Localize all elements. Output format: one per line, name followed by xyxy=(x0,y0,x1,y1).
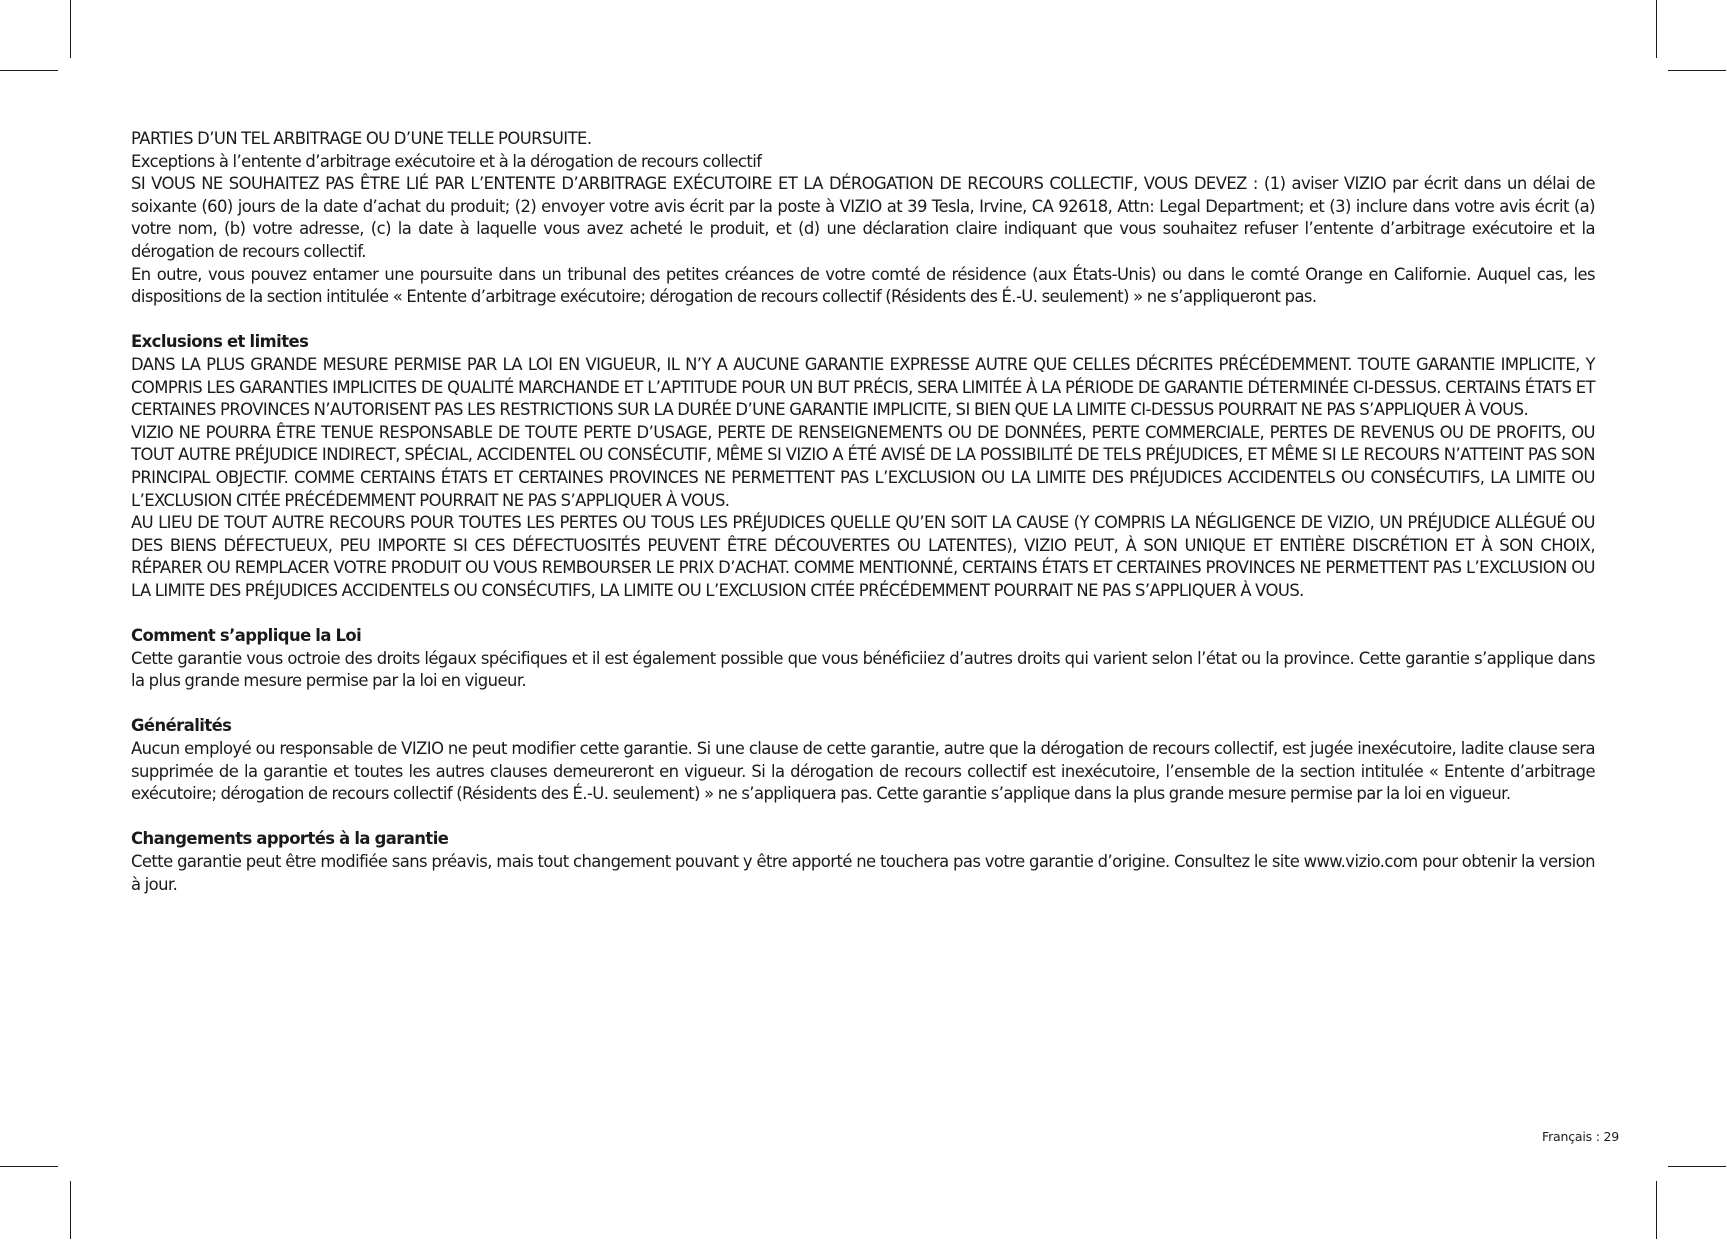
opt-out-paragraph: SI VOUS NE SOUHAITEZ PAS ÊTRE LIÉ PAR L’ENTENTE D’ARBITRAGE EXÉCUTOIRE ET LA DÉROGATION DE RECOURS COLLECTIF, VOUS DEVEZ : (1) aviser VIZIO par écrit dans un délai de soixante (60) jours de la date d’achat du produit; (2) envoyer votre avis écrit par la poste à VIZIO at 39 Tesla, Irvine, CA 92618, Attn: Legal Department; et (3) inclure dans votre avis écrit (a) votre nom, (b) votre adresse, (c) la date à laquelle vous avez acheté le produit, et (d) une déclaration claire indiquant que vous souhaitez refuser l’entente d’arbitrage exécutoire et la dérogation de recours collectif. xyxy=(131,174,1595,261)
crop-mark-top-right-vertical xyxy=(1656,0,1657,58)
crop-mark-top-left-vertical xyxy=(70,0,71,58)
changes-paragraph: Cette garantie peut être modifiée sans préavis, mais tout changement pouvant y être apporté ne touchera pas votre garantie d’origine. Consultez le site www.vizio.com pour obtenir la version à jour. xyxy=(131,852,1595,894)
exclusions-paragraph: AU LIEU DE TOUT AUTRE RECOURS POUR TOUTES LES PERTES OU TOUS LES PRÉJUDICES QUELLE QU’EN SOIT LA CAUSE (Y COMPRIS LA NÉGLIGENCE DE VIZIO, UN PRÉJUDICE ALLÉGUÉ OU DES BIENS DÉFECTUEUX, PEU IMPORTE SI CES DÉFECTUOSITÉS PEUVENT ÊTRE DÉCOUVERTES OU LATENTES), VIZIO PEUT, À SON UNIQUE ET ENTIÈRE DISCRÉTION ET À SON CHOIX, RÉPARER OU REMPLACER VOTRE PRODUIT OU VOUS REMBOURSER LE PRIX D’ACHAT. COMME MENTIONNÉ, CERTAINS ÉTATS ET CERTAINES PROVINCES NE PERMETTENT PAS L’EXCLUSION OU LA LIMITE DES PRÉJUDICES ACCIDENTELS OU CONSÉCUTIFS, LA LIMITE OU L’EXCLUSION CITÉE PRÉCÉDEMMENT POURRAIT NE PAS S’APPLIQUER À VOUS. xyxy=(131,513,1595,600)
intro-subtitle: Exceptions à l’entente d’arbitrage exécutoire et à la dérogation de recours collectif xyxy=(131,151,762,171)
crop-mark-top-left-horizontal xyxy=(0,70,58,71)
section-heading-exclusions: Exclusions et limites xyxy=(131,332,309,352)
crop-mark-bottom-left-horizontal xyxy=(0,1166,58,1167)
document-body xyxy=(131,128,1595,896)
crop-mark-bottom-left-vertical xyxy=(70,1181,71,1239)
section-heading-changes: Changements apportés à la garantie xyxy=(131,829,449,849)
page-number: Français : 29 xyxy=(1542,1129,1619,1144)
small-claims-paragraph: En outre, vous pouvez entamer une poursuite dans un tribunal des petites créances de votre comté de résidence (aux États-Unis) ou dans le comté Orange en Californie. Auquel cas, les dispositions de la section intitulée « Entente d’arbitrage exécutoire; dérogation de recours collectif (Résidents des É.-U. seulement) » ne s’appliqueront pas. xyxy=(131,264,1595,307)
crop-mark-bottom-right-horizontal xyxy=(1668,1166,1726,1167)
crop-mark-bottom-right-vertical xyxy=(1656,1181,1657,1239)
crop-mark-top-right-horizontal xyxy=(1668,70,1726,71)
exclusions-paragraph: VIZIO NE POURRA ÊTRE TENUE RESPONSABLE DE TOUTE PERTE D’USAGE, PERTE DE RENSEIGNEMENTS OU DE DONNÉES, PERTE COMMERCIALE, PERTES DE REVENUS OU DE PROFITS, OU TOUT AUTRE PRÉJUDICE INDIRECT, SPÉCIAL, ACCIDENTEL OU CONSÉCUTIF, MÊME SI VIZIO A ÉTÉ AVISÉ DE LA POSSIBILITÉ DE TELS PRÉJUDICES, ET MÊME SI LE RECOURS N’ATTEINT PAS SON PRINCIPAL OBJECTIF. COMME CERTAINS ÉTATS ET CERTAINES PROVINCES NE PERMETTENT PAS L’EXCLUSION OU LA LIMITE DES PRÉJUDICES ACCIDENTELS OU CONSÉCUTIFS, LA LIMITE OU L’EXCLUSION CITÉE PRÉCÉDEMMENT POURRAIT NE PAS S’APPLIQUER À VOUS. xyxy=(131,422,1595,510)
law-paragraph: Cette garantie vous octroie des droits légaux spécifiques et il est également possible que vous bénéficiiez d’autres droits qui varient selon l’état ou la province. Cette garantie s’applique dans la plus grande mesure permise par la loi en vigueur. xyxy=(131,648,1595,691)
exclusions-paragraph: DANS LA PLUS GRANDE MESURE PERMISE PAR LA LOI EN VIGUEUR, IL N’Y A AUCUNE GARANTIE EXPRESSE AUTRE QUE CELLES DÉCRITES PRÉCÉDEMMENT. TOUTE GARANTIE IMPLICITE, Y COMPRIS LES GARANTIES IMPLICITES DE QUALITÉ MARCHANDE ET L’APTITUDE POUR UN BUT PRÉCIS, SERA LIMITÉE À LA PÉRIODE DE GARANTIE DÉTERMINÉE CI-DESSUS. CERTAINS ÉTATS ET CERTAINES PROVINCES N’AUTORISENT PAS LES RESTRICTIONS SUR LA DURÉE D’UNE GARANTIE IMPLICITE, SI BIEN QUE LA LIMITE CI-DESSUS POURRAIT NE PAS S’APPLIQUER À VOUS. xyxy=(131,354,1595,420)
intro-line: PARTIES D’UN TEL ARBITRAGE OU D’UNE TELLE POURSUITE. xyxy=(131,129,592,148)
section-heading-law: Comment s’applique la Loi xyxy=(131,626,362,646)
general-paragraph: Aucun employé ou responsable de VIZIO ne peut modifier cette garantie. Si une clause de cette garantie, autre que la dérogation de recours collectif, est jugée inexécutoire, ladite clause sera supprimée de la garantie et toutes les autres clauses demeureront en vigueur. Si la dérogation de recours collectif est inexécutoire, l’ensemble de la section intitulée « Entente d’arbitrage exécutoire; dérogation de recours collectif (Résidents des É.-U. seulement) » ne s’appliquera pas. Cette garantie s’applique dans la plus grande mesure permise par la loi en vigueur. xyxy=(131,739,1595,804)
section-heading-general: Généralités xyxy=(131,716,232,736)
